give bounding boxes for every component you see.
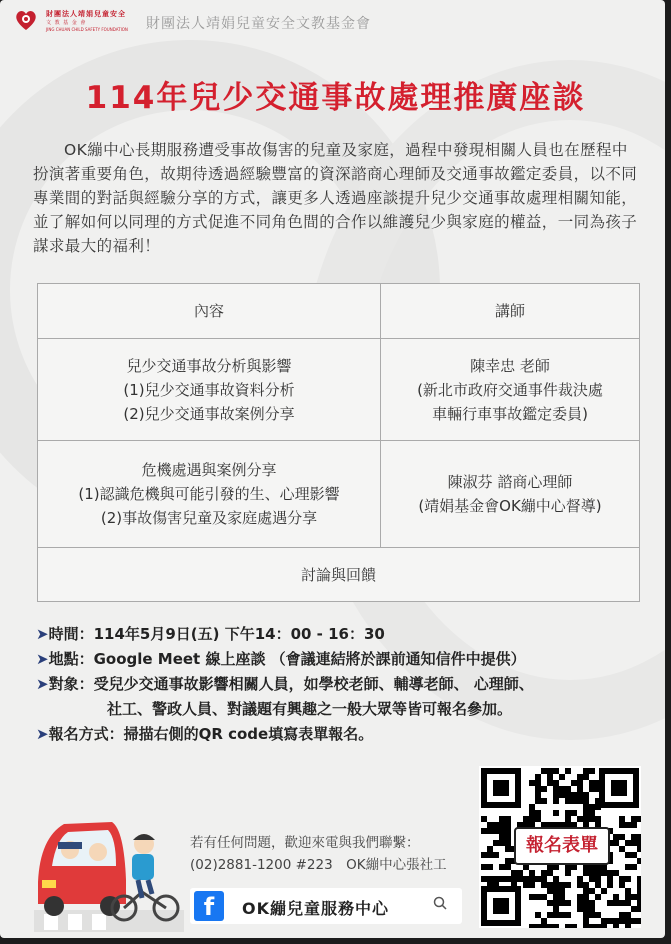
facebook-page-name: OK繃兒童服務中心 — [242, 899, 390, 918]
qr-module — [595, 780, 601, 786]
qr-module — [493, 840, 499, 846]
qr-module — [607, 882, 613, 888]
event-info — [36, 622, 534, 747]
qr-module — [583, 912, 589, 918]
qr-module — [487, 822, 493, 828]
contact-line: 若有任何問題，歡迎來電與我們聯繫： — [190, 835, 420, 851]
qr-module — [541, 918, 547, 924]
qr-module — [619, 816, 625, 822]
qr-module — [619, 876, 625, 882]
qr-module — [529, 876, 535, 882]
session-content — [38, 441, 381, 548]
qr-module — [493, 852, 499, 858]
qr-module — [559, 900, 565, 906]
qr-module — [589, 870, 595, 876]
qr-module — [505, 858, 511, 864]
qr-module — [637, 846, 641, 852]
qr-module — [535, 876, 541, 882]
qr-module — [583, 798, 589, 804]
qr-module — [487, 852, 493, 858]
qr-module — [589, 900, 595, 906]
qr-module — [529, 894, 535, 900]
qr-module — [553, 780, 559, 786]
qr-module — [583, 870, 589, 876]
contact-phone[interactable]: (02)2881-1200 #223 OK繃中心張社工 — [190, 857, 447, 873]
qr-module — [547, 774, 553, 780]
info-place — [36, 647, 534, 672]
qr-module — [631, 894, 637, 900]
qr-module — [619, 882, 625, 888]
qr-module — [583, 768, 589, 774]
qr-module — [541, 870, 547, 876]
qr-module — [637, 918, 641, 924]
qr-module — [541, 894, 547, 900]
session-item: (1)認識危機與可能引發的生、心理影響 — [78, 485, 340, 503]
qr-module — [499, 840, 505, 846]
qr-module — [583, 804, 589, 810]
qr-module — [619, 900, 625, 906]
qr-module — [535, 912, 541, 918]
qr-module — [565, 810, 571, 816]
qr-module — [625, 840, 631, 846]
session-title: 兒少交通事故分析與影響 — [126, 356, 292, 375]
session-item: (1)兒少交通事故資料分析 — [123, 380, 295, 399]
qr-module — [499, 828, 505, 834]
qr-module — [559, 894, 565, 900]
qr-module — [589, 876, 595, 882]
qr-module — [559, 882, 565, 888]
qr-module — [565, 816, 571, 822]
qr-module — [481, 852, 487, 858]
table-footer-discussion: 討論與回饋 — [38, 548, 640, 602]
qr-module — [613, 840, 619, 846]
arrow-icon: ➤ — [36, 725, 49, 743]
info-audience-continued: 社工、警政人員、對議題有興趣之一般大眾等皆可報名參加。 — [107, 700, 513, 718]
qr-module — [625, 876, 631, 882]
qr-module — [541, 882, 547, 888]
qr-module — [619, 918, 625, 924]
qr-module — [547, 888, 553, 894]
qr-module — [631, 822, 637, 828]
qr-module — [505, 828, 511, 834]
qr-module — [553, 882, 559, 888]
qr-module — [547, 780, 553, 786]
info-signup — [36, 722, 534, 747]
qr-module — [589, 924, 595, 928]
qr-module — [547, 768, 553, 774]
qr-module — [559, 912, 565, 918]
time-text: 時間：114年5月9日(五) 下午14：00 - 16：30 — [48, 625, 385, 643]
qr-module — [487, 828, 493, 834]
qr-module — [517, 870, 523, 876]
qr-module — [607, 870, 613, 876]
qr-module — [571, 924, 577, 928]
qr-module — [541, 876, 547, 882]
qr-module — [607, 876, 613, 882]
table-header-content: 內容 — [38, 284, 381, 339]
qr-module — [625, 900, 631, 906]
qr-module — [583, 774, 589, 780]
qr-module — [595, 876, 601, 882]
qr-module — [535, 924, 541, 928]
qr-module — [577, 798, 583, 804]
qr-module — [499, 822, 505, 828]
qr-module — [481, 876, 487, 882]
poster-title: 114年兒少交通事故處理推廣座談 — [85, 80, 586, 116]
logo-subtitle: 文 教 基 金 會 — [46, 20, 87, 26]
qr-module — [577, 882, 583, 888]
table-row — [38, 339, 640, 441]
qr-module — [625, 864, 631, 870]
qr-module — [565, 786, 571, 792]
qr-module — [625, 894, 631, 900]
qr-module — [559, 792, 565, 798]
qr-module — [493, 882, 499, 888]
qr-module — [523, 876, 529, 882]
qr-module — [571, 798, 577, 804]
qr-module — [631, 906, 637, 912]
contact-info — [190, 832, 447, 876]
qr-module — [511, 876, 517, 882]
qr-module — [583, 906, 589, 912]
qr-module — [583, 810, 589, 816]
qr-module — [535, 798, 541, 804]
qr-module — [637, 816, 641, 822]
qr-module — [553, 888, 559, 894]
audience-text: 對象：受兒少交通事故影響相關人員，如學校老師、輔導老師、 心理師、 — [48, 675, 534, 693]
qr-module — [601, 918, 607, 924]
qr-module — [619, 834, 625, 840]
arrow-icon: ➤ — [36, 675, 49, 693]
qr-module — [577, 780, 583, 786]
qr-module — [499, 834, 505, 840]
speaker-title: (靖娟基金會OK繃中心督導) — [418, 497, 602, 515]
qr-module — [529, 924, 535, 928]
qr-module — [493, 876, 499, 882]
speaker-name: 陳幸忠 老師 — [470, 356, 550, 375]
qr-module — [553, 894, 559, 900]
qr-module — [559, 786, 565, 792]
qr-module — [583, 924, 589, 928]
qr-module — [583, 888, 589, 894]
speaker-name: 陳淑芬 諮商心理師 — [447, 473, 573, 491]
qr-module — [493, 828, 499, 834]
speaker-title: 車輛行車事故鑑定委員) — [432, 404, 588, 423]
qr-module — [529, 804, 535, 810]
qr-module — [535, 894, 541, 900]
qr-module — [631, 852, 637, 858]
qr-module — [589, 906, 595, 912]
qr-module — [613, 918, 619, 924]
qr-module — [529, 810, 535, 816]
qr-module — [601, 924, 607, 928]
qr-module — [637, 888, 641, 894]
qr-module — [541, 924, 547, 928]
signup-form-label: 報名表單 — [514, 827, 610, 865]
qr-module — [565, 900, 571, 906]
qr-module — [583, 882, 589, 888]
qr-module — [577, 900, 583, 906]
qr-module — [577, 816, 583, 822]
logo-english-name: JING CHUAN CHILD SAFETY FOUNDATION — [46, 27, 128, 32]
place-text: 地點：Google Meet 線上座談 （會議連結將於課前通知信件中提供） — [48, 650, 526, 668]
qr-module — [523, 816, 529, 822]
qr-module — [487, 876, 493, 882]
qr-module — [529, 780, 535, 786]
qr-module — [607, 918, 613, 924]
qr-module — [613, 900, 619, 906]
qr-module — [637, 834, 641, 840]
logo-name: 財團法人靖娟兒童安全 — [46, 10, 126, 18]
qr-module — [559, 888, 565, 894]
qr-module — [613, 870, 619, 876]
qr-module — [535, 774, 541, 780]
qr-module — [517, 876, 523, 882]
session-title: 危機處遇與案例分享 — [141, 461, 277, 479]
qr-module — [565, 924, 571, 928]
speaker-title: (新北市政府交通事件裁決處 — [417, 380, 603, 399]
qr-module — [583, 918, 589, 924]
qr-module — [547, 900, 553, 906]
qr-module — [595, 882, 601, 888]
qr-module — [589, 816, 595, 822]
qr-module — [511, 882, 517, 888]
qr-module — [541, 786, 547, 792]
schedule-table — [37, 283, 640, 602]
qr-module — [553, 876, 559, 882]
qr-module — [535, 792, 541, 798]
qr-module — [625, 912, 631, 918]
session-speaker — [381, 339, 640, 441]
qr-module — [541, 798, 547, 804]
qr-module — [637, 900, 641, 906]
qr-module — [595, 912, 601, 918]
signup-text: 報名方式：掃描右側的QR code填寫表單報名。 — [48, 725, 374, 743]
qr-module — [535, 786, 541, 792]
qr-module — [589, 888, 595, 894]
info-audience — [36, 672, 534, 697]
qr-module — [625, 888, 631, 894]
qr-module — [589, 768, 595, 774]
qr-module — [505, 876, 511, 882]
qr-module — [595, 786, 601, 792]
qr-module — [553, 912, 559, 918]
session-item: (2)事故傷害兒童及家庭處遇分享 — [100, 509, 318, 527]
qr-module — [481, 828, 487, 834]
qr-module — [511, 870, 517, 876]
qr-module — [631, 816, 637, 822]
qr-module — [589, 786, 595, 792]
intro-paragraph: OK繃中心長期服務遭受事故傷害的兒童及家庭，過程中發現相關人員也在歷程中扮演著重要角色，故期待透過經驗豐富的資深諮商心理師及交通事故鑑定委員，以不同專業間的對話與經驗分享的方式，讓更多人透過座談提升兒少交通事故處理相關知能，並了解如何以同理的方式促進不同角色間的合作以維護兒少與家庭的權益，一同為孩子謀求最大的福利！ — [33, 141, 638, 255]
qr-module — [595, 816, 601, 822]
qr-module — [571, 780, 577, 786]
qr-module — [637, 876, 641, 882]
qr-module — [589, 912, 595, 918]
qr-module — [493, 822, 499, 828]
qr-module — [589, 810, 595, 816]
qr-module — [577, 876, 583, 882]
qr-module — [499, 876, 505, 882]
qr-module — [595, 798, 601, 804]
qr-module — [583, 792, 589, 798]
qr-module — [487, 864, 493, 870]
qr-module — [631, 918, 637, 924]
qr-module — [505, 840, 511, 846]
qr-module — [625, 852, 631, 858]
session-item: (2)兒少交通事故案例分享 — [123, 404, 295, 423]
qr-module — [553, 810, 559, 816]
arrow-icon: ➤ — [36, 650, 49, 668]
qr-module — [565, 768, 571, 774]
qr-module — [523, 882, 529, 888]
facebook-search-bar[interactable] — [190, 888, 462, 924]
qr-module — [577, 894, 583, 900]
qr-module — [631, 834, 637, 840]
qr-module — [481, 816, 487, 822]
qr-module — [595, 894, 601, 900]
qr-module — [547, 924, 553, 928]
table-header-speaker: 講師 — [381, 284, 640, 339]
qr-module — [535, 780, 541, 786]
qr-module — [487, 882, 493, 888]
qr-module — [547, 870, 553, 876]
qr-module — [553, 906, 559, 912]
qr-module — [505, 822, 511, 828]
qr-module — [505, 834, 511, 840]
qr-module — [583, 816, 589, 822]
qr-module — [619, 846, 625, 852]
qr-module — [559, 774, 565, 780]
qr-module — [583, 900, 589, 906]
qr-module — [553, 924, 559, 928]
qr-module — [583, 894, 589, 900]
qr-module — [577, 906, 583, 912]
qr-module — [619, 912, 625, 918]
foundation-logo-icon — [14, 8, 38, 32]
qr-module — [607, 900, 613, 906]
qr-module — [553, 768, 559, 774]
qr-module — [529, 816, 535, 822]
qr-module — [589, 804, 595, 810]
qr-module — [613, 894, 619, 900]
qr-module — [631, 864, 637, 870]
organization-name: 財團法人靖娟兒童安全文教基金會 — [146, 16, 371, 32]
qr-module — [601, 870, 607, 876]
qr-module — [571, 792, 577, 798]
session-speaker — [381, 441, 640, 548]
qr-module — [565, 798, 571, 804]
qr-module — [565, 912, 571, 918]
qr-module — [565, 870, 571, 876]
qr-module — [589, 780, 595, 786]
qr-module — [637, 840, 641, 846]
qr-module — [565, 792, 571, 798]
qr-module — [535, 810, 541, 816]
facebook-icon: f — [194, 891, 224, 921]
header — [0, 0, 665, 46]
qr-module — [601, 888, 607, 894]
qr-module — [619, 822, 625, 828]
qr-module — [505, 864, 511, 870]
qr-module — [577, 792, 583, 798]
qr-module — [637, 858, 641, 864]
qr-module — [529, 882, 535, 888]
qr-module — [595, 924, 601, 928]
qr-module — [595, 804, 601, 810]
qr-module — [553, 786, 559, 792]
qr-module — [553, 798, 559, 804]
session-content — [38, 339, 381, 441]
qr-module — [595, 870, 601, 876]
qr-module — [505, 816, 511, 822]
qr-module — [637, 906, 641, 912]
car-and-cyclist-illustration-icon — [34, 810, 184, 932]
qr-module — [625, 924, 631, 928]
qr-module — [637, 894, 641, 900]
qr-module — [487, 846, 493, 852]
qr-module — [565, 882, 571, 888]
qr-module — [613, 834, 619, 840]
qr-module — [613, 924, 619, 928]
qr-module — [499, 816, 505, 822]
qr-module — [505, 846, 511, 852]
qr-module — [481, 864, 487, 870]
arrow-icon: ➤ — [36, 625, 49, 643]
qr-module — [631, 840, 637, 846]
qr-module — [625, 822, 631, 828]
qr-module — [529, 870, 535, 876]
search-icon[interactable] — [433, 896, 447, 910]
info-time — [36, 622, 534, 647]
qr-module — [571, 810, 577, 816]
qr-module — [541, 768, 547, 774]
qr-module — [553, 900, 559, 906]
qr-module — [535, 816, 541, 822]
qr-module — [547, 912, 553, 918]
qr-module — [547, 882, 553, 888]
qr-module — [637, 882, 641, 888]
qr-module — [499, 864, 505, 870]
qr-module — [625, 918, 631, 924]
qr-module — [553, 792, 559, 798]
qr-module — [577, 786, 583, 792]
qr-module — [577, 774, 583, 780]
table-row — [38, 441, 640, 548]
